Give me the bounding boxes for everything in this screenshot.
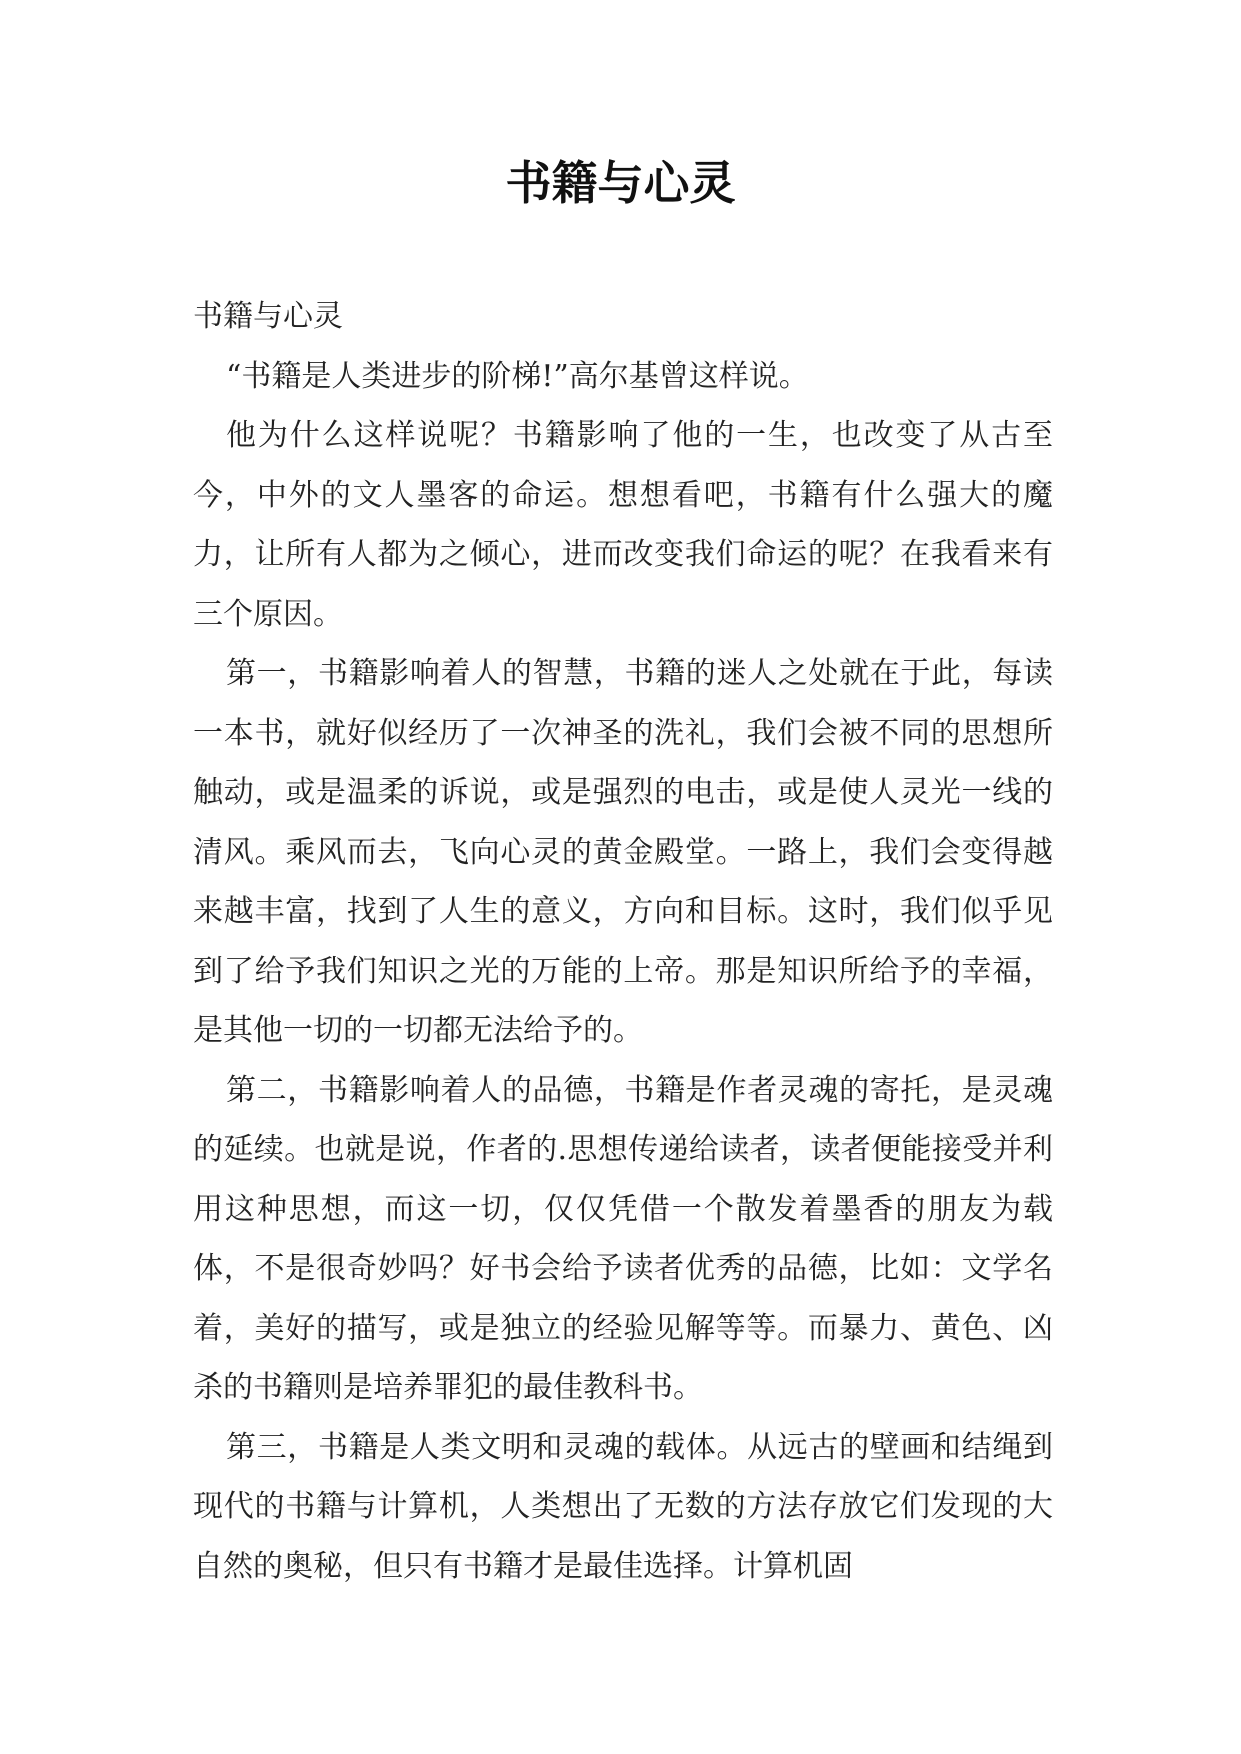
document-title: 书籍与心灵 (505, 156, 736, 210)
paragraph-first-reason: 第一，书籍影响着人的智慧，书籍的迷人之处就在于此，每读一本书，就好似经历了一次神圣的洗礼，我们会被不同的思想所触动，或是温柔的诉说，或是强烈的电击，或是使人灵光一线的清风。乘风而去，飞向心灵的黄金殿堂。一路上，我们会变得越来越丰富，找到了人生的意义，方向和目标。这时，我们似乎见到了给予我们知识之光的万能的上帝。那是知识所给予的幸福，是其他一切的一切都无法给予的。 (193, 656, 1053, 1048)
paragraph-third-reason: 第三，书籍是人类文明和灵魂的载体。从远古的壁画和结绳到现代的书籍与计算机，人类想出了无数的方法存放它们发现的大自然的奥秘，但只有书籍才是最佳选择。计算机固 (193, 1429, 1053, 1584)
paragraph-quote: “书籍是人类进步的阶梯!”高尔基曾这样说。 (226, 358, 809, 394)
paragraph-second-reason: 第二，书籍影响着人的品德，书籍是作者灵魂的寄托，是灵魂的延续。也就是说，作者的.思想传递给读者，读者便能接受并利用这种思想，而这一切，仅仅凭借一个散发着墨香的朋友为载体，不是很奇妙吗？好书会给予读者优秀的品德，比如：文学名着，美好的描写，或是独立的经验见解等等。而暴力、黄色、凶杀的书籍则是培养罪犯的最佳教科书。 (193, 1072, 1053, 1405)
paragraph-subtitle: 书籍与心灵 (193, 299, 343, 334)
document-body (193, 287, 1053, 1596)
paragraph-intro: 他为什么这样说呢？书籍影响了他的一生，也改变了从古至今，中外的文人墨客的命运。想想看吧，书籍有什么强大的魔力，让所有人都为之倾心，进而改变我们命运的呢？在我看来有三个原因。 (193, 418, 1053, 632)
